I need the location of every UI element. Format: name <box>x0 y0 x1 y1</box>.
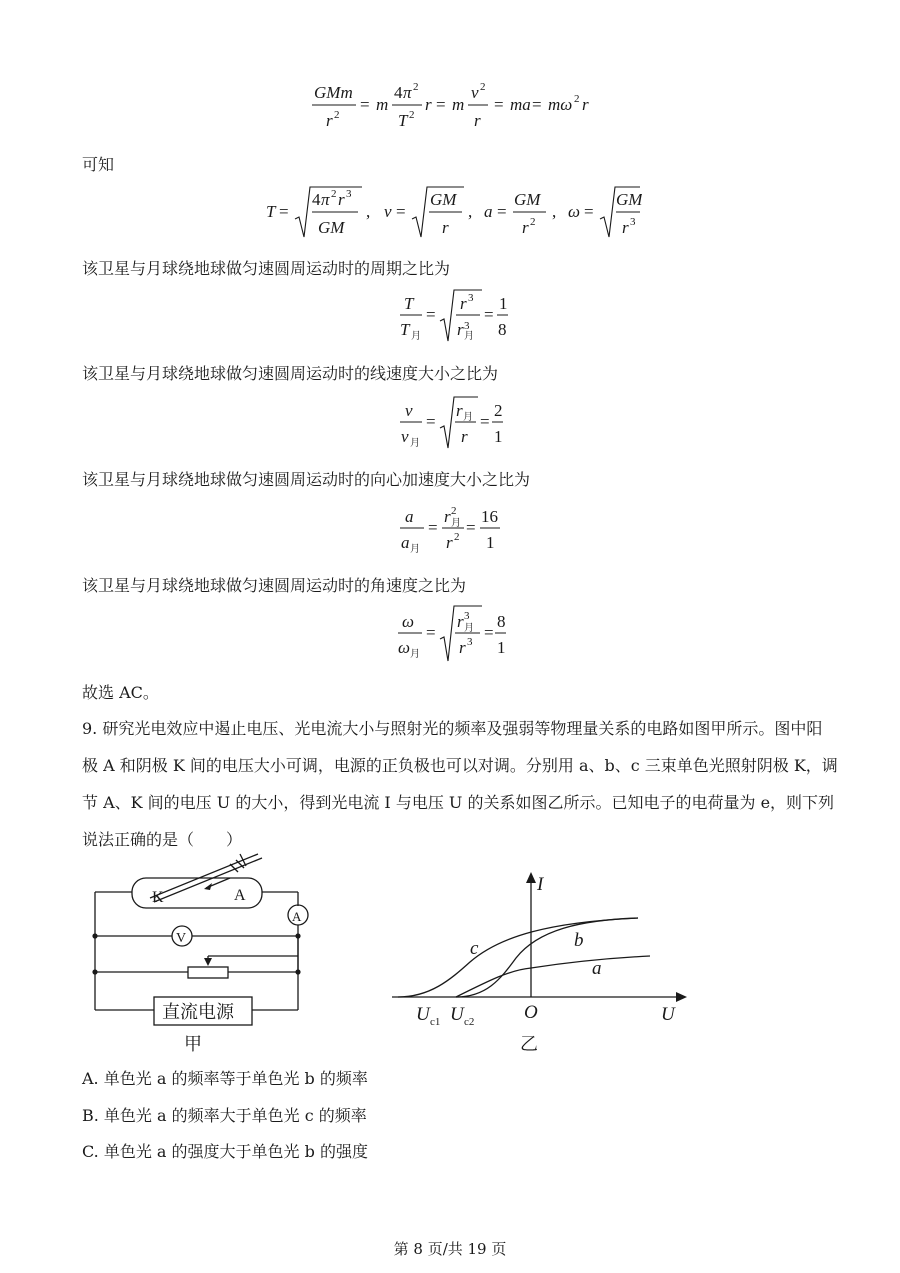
svg-text:r: r <box>461 427 468 446</box>
svg-text:GM: GM <box>616 190 642 209</box>
svg-text:=: = <box>426 412 436 431</box>
svg-text:GMm: GMm <box>314 83 353 102</box>
text-kezhi: 可知 <box>82 155 115 174</box>
svg-text:=: = <box>279 202 289 221</box>
caption-jia: 甲 <box>184 1034 202 1054</box>
svg-text:ω: ω <box>398 638 411 657</box>
equation-accel-ratio <box>398 500 502 558</box>
svg-text:2: 2 <box>413 81 419 93</box>
option-b: B. 单色光 a 的频率大于单色光 c 的频率 <box>82 1106 367 1125</box>
power-label: 直流电源 <box>162 1002 234 1022</box>
svg-text:GM: GM <box>318 218 345 237</box>
svg-text:4: 4 <box>312 190 321 209</box>
svg-text:3: 3 <box>468 292 474 304</box>
svg-text:3: 3 <box>467 636 473 648</box>
a-label: A <box>234 887 246 904</box>
uc1-label: U <box>416 1004 430 1025</box>
page-footer: 第 8 页/共 19 页 <box>393 1240 507 1258</box>
caption-yi: 乙 <box>520 1034 538 1054</box>
svg-text:a: a <box>401 533 410 552</box>
svg-text:3: 3 <box>346 188 352 200</box>
svg-text:3: 3 <box>630 216 636 228</box>
voltmeter-label: V <box>176 931 187 946</box>
svg-text:r: r <box>622 218 629 237</box>
text-period-intro: 该卫星与月球绕地球做匀速圆周运动时的周期之比为 <box>82 259 451 278</box>
moon-sub-1: 月 <box>411 331 421 342</box>
svg-text:=: = <box>436 95 446 114</box>
svg-text:1: 1 <box>486 533 495 552</box>
moon-sub-2: 月 <box>464 331 474 342</box>
svg-text:2: 2 <box>454 531 460 543</box>
svg-text:,: , <box>552 202 557 221</box>
svg-text:2: 2 <box>331 188 337 200</box>
svg-text:3: 3 <box>464 610 470 622</box>
svg-text:=: = <box>396 202 406 221</box>
svg-text:=: = <box>480 412 490 431</box>
svg-text:=: = <box>484 623 494 642</box>
svg-text:,: , <box>468 202 473 221</box>
svg-text:r: r <box>326 111 333 130</box>
svg-text:=: = <box>428 518 438 537</box>
curve-c <box>398 918 638 997</box>
svg-text:GM: GM <box>514 190 541 209</box>
svg-text:4: 4 <box>394 83 403 102</box>
svg-text:r: r <box>460 294 467 313</box>
text-accel-intro: 该卫星与月球绕地球做匀速圆周运动时的向心加速度大小之比为 <box>82 470 531 489</box>
k-label: K <box>152 889 164 906</box>
svg-text:a: a <box>405 507 414 526</box>
svg-text:r: r <box>474 111 481 130</box>
svg-text:T: T <box>266 202 276 221</box>
circuit-figure <box>80 850 320 1060</box>
curve-a <box>456 956 650 997</box>
origin-label: O <box>524 1002 538 1023</box>
svg-text:r: r <box>522 218 529 237</box>
uc1-sub: c1 <box>430 1016 441 1028</box>
option-a: A. 单色光 a 的频率等于单色光 b 的频率 <box>82 1069 368 1088</box>
svg-text:=: = <box>360 95 370 114</box>
curve-a-label: a <box>592 958 602 979</box>
svg-text:T: T <box>400 320 410 339</box>
ammeter-label: A <box>292 909 302 924</box>
svg-text:ma: ma <box>510 95 531 114</box>
svg-text:a: a <box>484 202 493 221</box>
svg-text:π: π <box>321 190 330 209</box>
text-velocity-intro: 该卫星与月球绕地球做匀速圆周运动时的线速度大小之比为 <box>82 364 499 383</box>
svg-text:r: r <box>425 95 432 114</box>
moon-sub-3: 月 <box>410 438 420 449</box>
svg-text:2: 2 <box>574 93 580 105</box>
svg-text:ω: ω <box>402 612 415 631</box>
moon-sub-4: 月 <box>463 412 473 423</box>
svg-text:=: = <box>426 305 436 324</box>
svg-text:T: T <box>398 111 408 130</box>
svg-text:r: r <box>457 320 464 339</box>
moon-sub-6: 月 <box>451 518 461 529</box>
svg-text:T: T <box>404 294 414 313</box>
svg-text:2: 2 <box>494 401 503 420</box>
svg-text:m: m <box>452 95 465 114</box>
svg-text:r: r <box>457 612 464 631</box>
text-answer: 故选 AC。 <box>82 683 159 702</box>
svg-text:v: v <box>471 83 479 102</box>
text-omega-intro: 该卫星与月球绕地球做匀速圆周运动时的角速度之比为 <box>82 576 467 595</box>
svg-text:ω: ω <box>568 202 581 221</box>
option-c: C. 单色光 a 的强度大于单色光 b 的强度 <box>82 1142 368 1161</box>
svg-text:,: , <box>366 202 371 221</box>
svg-text:r: r <box>338 190 345 209</box>
svg-text:2: 2 <box>334 109 340 121</box>
equation-velocity-ratio <box>398 394 504 452</box>
moon-sub-5: 月 <box>410 544 420 555</box>
svg-text:2: 2 <box>530 216 536 228</box>
svg-text:r: r <box>444 507 451 526</box>
svg-text:=: = <box>466 518 476 537</box>
equation-period-ratio <box>398 287 508 345</box>
svg-text:v: v <box>401 427 409 446</box>
q9-line-1: 9. 研究光电效应中遏止电压、光电流大小与照射光的频率及强弱等物理量关系的电路如图甲所示。图中阳 <box>82 719 823 738</box>
svg-text:2: 2 <box>480 81 486 93</box>
svg-text:r: r <box>442 218 449 237</box>
svg-text:r: r <box>456 401 463 420</box>
svg-text:8: 8 <box>498 320 507 339</box>
svg-text:1: 1 <box>499 294 508 313</box>
equation-omega-ratio <box>396 603 506 665</box>
svg-text:v: v <box>405 401 413 420</box>
uc2-sub: c2 <box>464 1016 475 1028</box>
moon-sub-8: 月 <box>464 623 474 634</box>
svg-text:=: = <box>426 623 436 642</box>
svg-text:1: 1 <box>497 638 506 657</box>
svg-text:mω: mω <box>548 95 573 114</box>
q9-line-4: 说法正确的是（ ） <box>82 830 243 849</box>
q9-line-2: 极 A 和阴极 K 间的电压大小可调，电源的正负极也可以对调。分别用 a、b、c 三束单色光照射阴极 K，调 <box>82 756 838 775</box>
svg-text:8: 8 <box>497 612 506 631</box>
svg-text:=: = <box>494 95 504 114</box>
iu-graph-figure <box>390 870 690 1060</box>
svg-text:r: r <box>459 638 466 657</box>
svg-text:2: 2 <box>409 109 415 121</box>
curve-c-label: c <box>470 938 479 959</box>
svg-text:m: m <box>376 95 389 114</box>
svg-text:=: = <box>484 305 494 324</box>
moon-sub-7: 月 <box>410 649 420 660</box>
q9-line-3: 节 A、K 间的电压 U 的大小，得到光电流 I 与电压 U 的关系如图乙所示。已知电子的电荷量为 e，则下列 <box>82 793 835 812</box>
svg-text:3: 3 <box>464 320 470 332</box>
svg-text:GM: GM <box>430 190 457 209</box>
svg-text:r: r <box>446 533 453 552</box>
svg-text:=: = <box>497 202 507 221</box>
svg-text:π: π <box>403 83 412 102</box>
svg-text:16: 16 <box>481 507 498 526</box>
curve-b-label: b <box>574 930 584 951</box>
svg-text:2: 2 <box>451 505 457 517</box>
y-axis-label: I <box>537 874 544 895</box>
uc2-label: U <box>450 1004 464 1025</box>
curve-b <box>456 918 638 997</box>
svg-text:1: 1 <box>494 427 503 446</box>
svg-text:v: v <box>384 202 392 221</box>
svg-text:r: r <box>582 95 589 114</box>
equation-formulas <box>262 183 642 245</box>
equation-gravity <box>300 78 600 140</box>
rheostat <box>188 967 228 978</box>
x-axis-label: U <box>661 1004 675 1025</box>
svg-text:=: = <box>584 202 594 221</box>
svg-text:=: = <box>532 95 542 114</box>
